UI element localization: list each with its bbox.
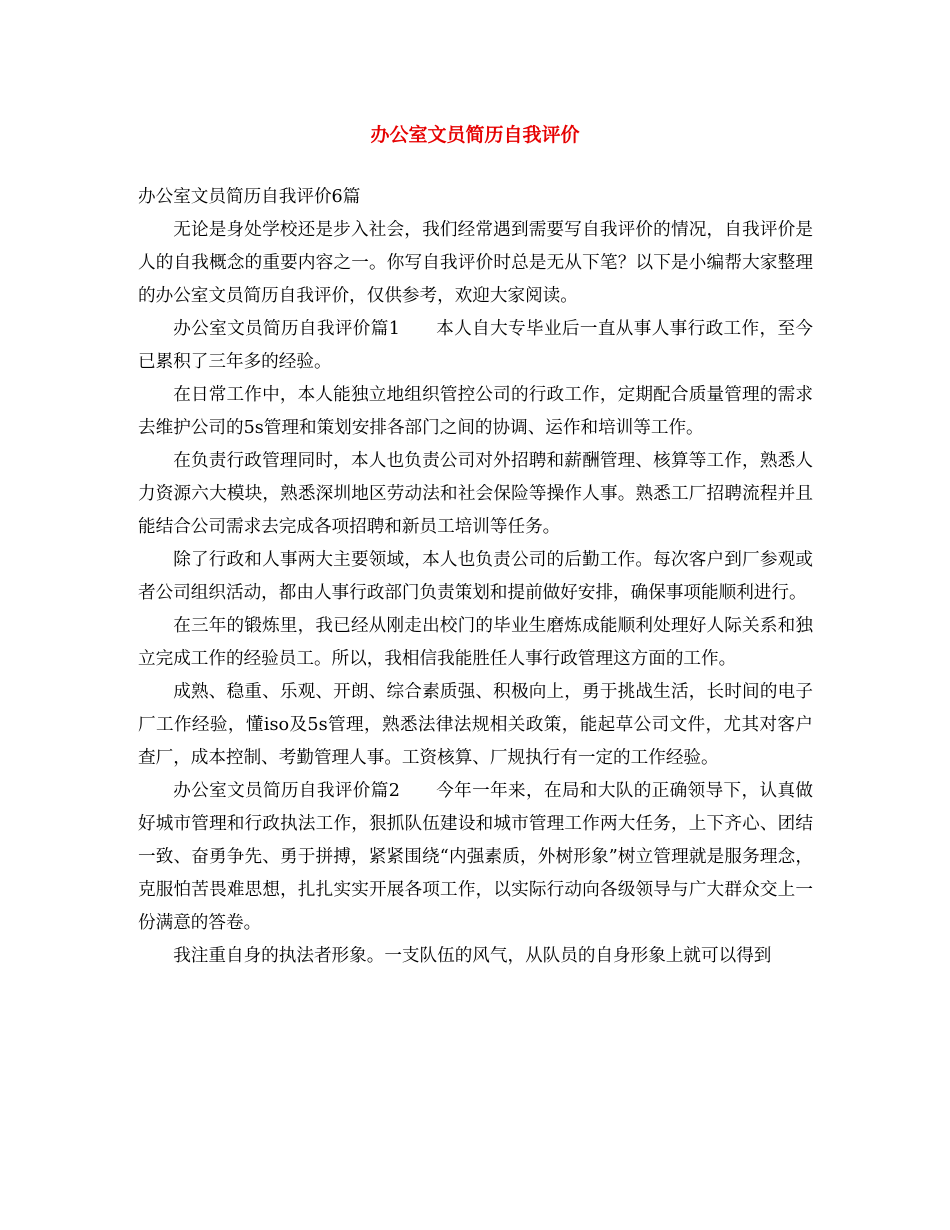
paragraph: 除了行政和人事两大主要领域，本人也负责公司的后勤工作。每次客户到厂参观或者公司组织活动，都由人事行政部门负责策划和提前做好安排，确保事项能顺利进行。 [138, 550, 813, 603]
paragraph: 在三年的锻炼里，我已经从刚走出校门的毕业生磨炼成能顺利处理好人际关系和独立完成工作的经验员工。所以，我相信我能胜任人事行政管理这方面的工作。 [138, 616, 813, 669]
paragraph: 我注重自身的执法者形象。一支队伍的风气，从队员的自身形象上就可以得到 [173, 946, 772, 966]
paragraph: 在负责行政管理同时，本人也负责公司对外招聘和薪酬管理、核算等工作，熟悉人力资源六大模块，熟悉深圳地区劳动法和社会保险等操作人事。熟悉工厂招聘流程并且能结合公司需求去完成各项招聘和新员工培训等任务。 [138, 451, 813, 537]
document-body [138, 181, 813, 973]
document-subtitle: 办公室文员简历自我评价6篇 [138, 187, 361, 207]
paragraph-part1-heading: 办公室文员简历自我评价篇1 本人自大专毕业后一直从事人事行政工作，至今已累积了三年多的经验。 [138, 319, 813, 372]
paragraph: 在日常工作中，本人能独立地组织管控公司的行政工作，定期配合质量管理的需求去维护公司的5s管理和策划安排各部门之间的协调、运作和培训等工作。 [138, 385, 813, 438]
document-title: 办公室文员简历自我评价 [370, 124, 580, 146]
paragraph: 成熟、稳重、乐观、开朗、综合素质强、积极向上，勇于挑战生活，长时间的电子厂工作经验，懂iso及5s管理，熟悉法律法规相关政策，能起草公司文件，尤其对客户查厂，成本控制、考勤管理人事。工资核算、厂规执行有一定的工作经验。 [138, 682, 813, 768]
paragraph-intro: 无论是身处学校还是步入社会，我们经常遇到需要写自我评价的情况，自我评价是人的自我概念的重要内容之一。你写自我评价时总是无从下笔？以下是小编帮大家整理的办公室文员简历自我评价，仅供参考，欢迎大家阅读。 [138, 220, 813, 306]
paragraph-part2-heading: 办公室文员简历自我评价篇2 今年一年来，在局和大队的正确领导下，认真做好城市管理和行政执法工作，狠抓队伍建设和城市管理工作两大任务，上下齐心、团结一致、奋勇争先、勇于拼搏，紧紧围绕“内强素质，外树形象”树立管理就是服务理念，克服怕苦畏难思想，扎扎实实开展各项工作，以实际行动向各级领导与广大群众交上一份满意的答卷。 [138, 781, 813, 933]
